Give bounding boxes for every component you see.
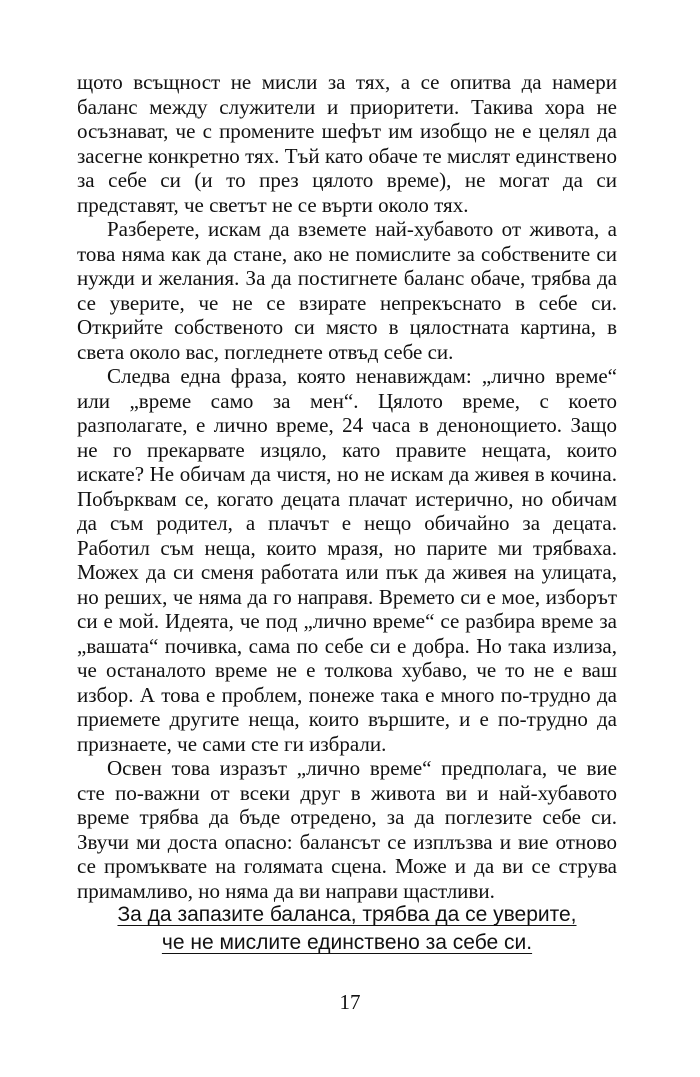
pull-quote-line-1: За да запазите баланса, трябва да се уверите, <box>117 903 577 926</box>
pull-quote-line-2: че не мислите единствено за себе си. <box>161 931 533 954</box>
pull-quote <box>77 901 617 957</box>
paragraph-continuation: щото всъщност не мисли за тях, а се опитва да намери баланс между служители и приоритети. Такива хора не осъзнават, че с промените шефът им изобщо не е целял да засегне конкретно тях. Тъй като обаче те мислят единствено за себе си (и то през цялото време), не могат да си представят, че светът не се върти около тях. <box>77 70 617 217</box>
paragraph: Разберете, искам да вземете най-хубавото от живота, а това няма как да стане, ако не помислите за собствените си нужди и желания. За да постигнете баланс обаче, трябва да се уверите, че не се взирате непрекъснато в себе си. Открийте собственото си място в цялостната картина, в света около вас, погледнете отвъд себе си. <box>77 217 617 364</box>
page-number: 17 <box>339 990 361 1014</box>
paragraph: Следва една фраза, която ненавиждам: „лично време“ или „време само за мен“. Цялото време, с което разполагате, е лично време, 24 часа в денонощието. Защо не го прекарвате изцяло, като правите нещата, които искате? Не обичам да чистя, но не искам да живея в кочина. Побърквам се, когато децата плачат истерично, но обичам да съм родител, а плачът е нещо обичайно за децата. Работил съм неща, които мразя, но парите ми трябваха. Можех да си сменя работата или пък да живея на улицата, но реших, че няма да го направя. Времето си е мое, изборът си е мой. Идеята, че под „лично време“ се разбира време за „вашата“ почивка, сама по себе си е добра. Но така излиза, че останалото време не е толкова хубаво, че то не е ваш избор. А това е проблем, понеже така е много по-трудно да приемете другите неща, които вършите, и е по-трудно да признаете, че сами сте ги избрали. <box>77 364 617 756</box>
body-text <box>77 70 617 903</box>
paragraph: Освен това изразът „лично време“ предполага, че вие сте по-важни от всеки друг в живота ви и най-хубавото време трябва да бъде отредено, за да поглезите себе си. Звучи ми доста опасно: балансът се изплъзва и вие отново се промъквате на голямата сцена. Може и да ви се струва примамливо, но няма да ви направи щастливи. <box>77 756 617 903</box>
